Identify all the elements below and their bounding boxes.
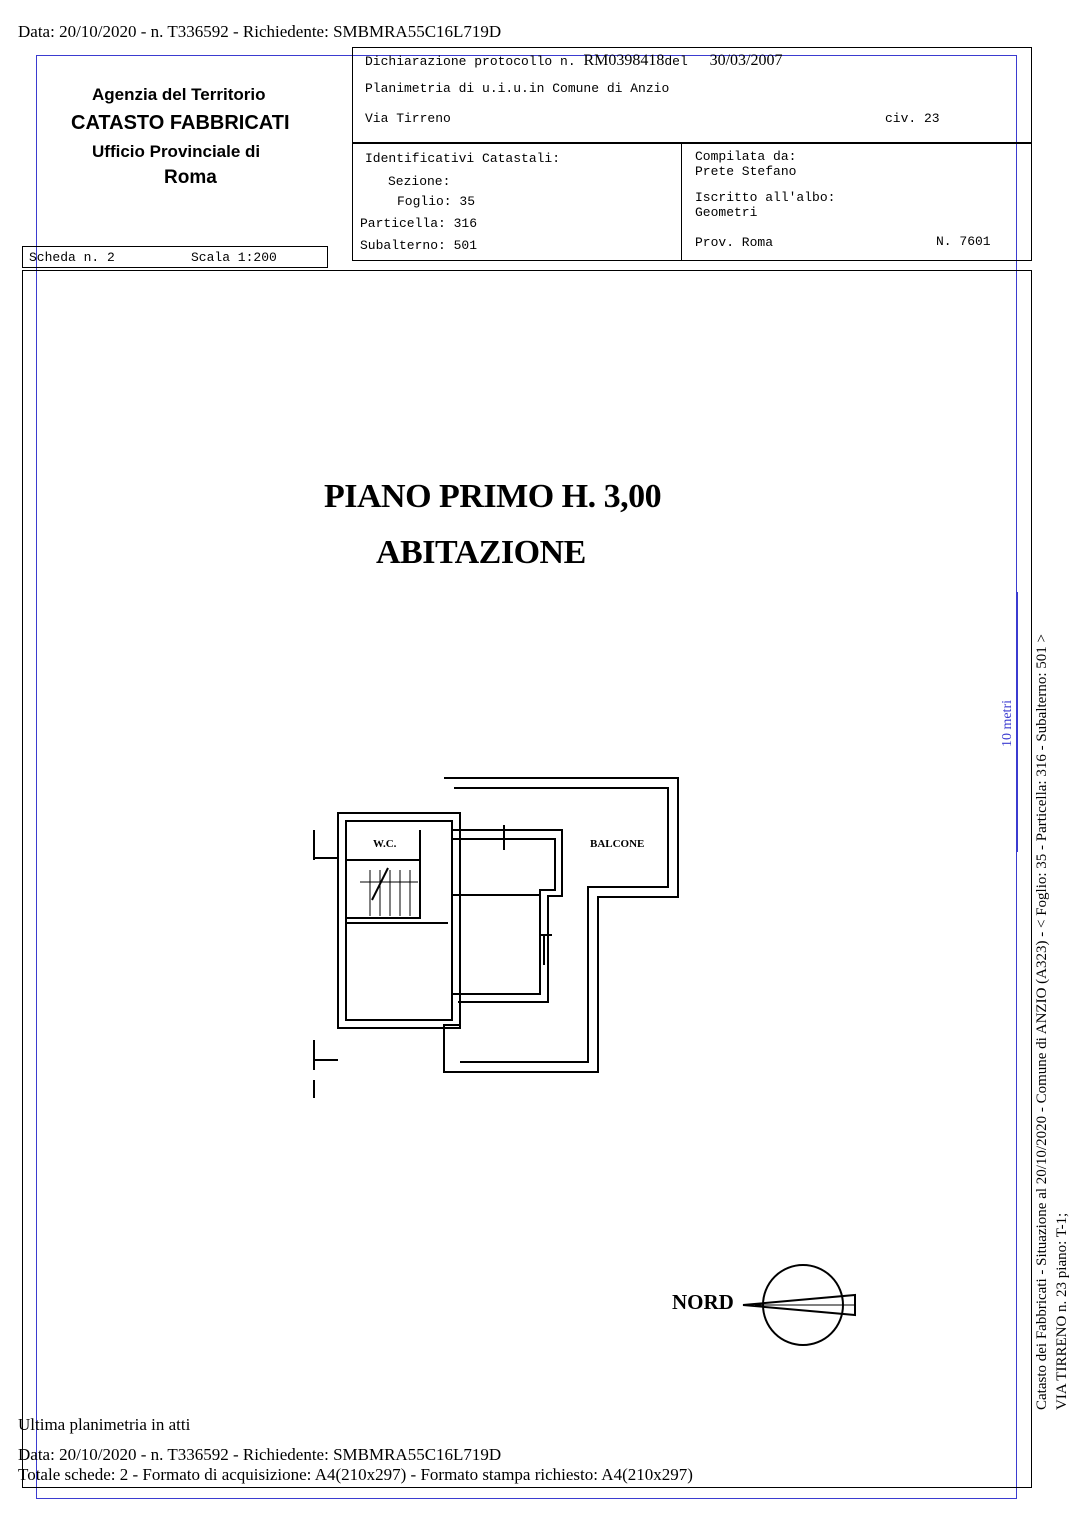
frame-bottom-line [36,1498,1016,1499]
subalterno-text: Subalterno: 501 [360,238,478,253]
header-request-info: Data: 20/10/2020 - n. T336592 - Richiedente: SMBMRA55C16L719D [18,22,502,41]
scheda-box [22,246,328,268]
plan-subtitle: ABITAZIONE [376,534,586,571]
compiler-label: Compilata da: [695,149,797,164]
footer-ultima: Ultima planimetria in atti [18,1415,191,1434]
north-arrow-icon [735,1262,865,1352]
albo-number: N. 7601 [936,234,991,249]
declaration-number: RM0398418 [583,52,665,69]
declaration-line [365,52,782,70]
civ-text: civ. 23 [885,111,940,126]
scheda-label: Scheda n. 2 [29,250,115,265]
identifiers-box [352,143,1032,261]
planimetria-text: Planimetria di u.i.u.in Comune di Anzio [365,81,670,96]
sezione-text: Sezione: [388,174,451,189]
agency-line4: Roma [164,167,217,188]
balcone-label: BALCONE [590,838,645,850]
agency-line2: CATASTO FABBRICATI [71,112,290,134]
footer-data: Data: 20/10/2020 - n. T336592 - Richiedente: SMBMRA55C16L719D [18,1445,502,1464]
agency-line1: Agenzia del Territorio [92,85,266,104]
nord-label: NORD [672,1290,734,1314]
side-text-line1: Catasto dei Fabbricati - Situazione al 20/10/2020 - Comune di ANZIO (A323) - < Foglio: 35 - Particella: 316 - Subalterno: 501 > [1034,634,1050,1410]
agency-line3: Ufficio Provinciale di [92,142,261,161]
foglio-text: Foglio: 35 [397,194,476,209]
compiler-name: Prete Stefano [695,164,797,179]
floor-plan [300,770,700,1110]
particella-text: Particella: 316 [360,216,478,231]
prov-text: Prov. Roma [695,235,774,250]
albo-value: Geometri [695,205,758,220]
albo-label: Iscritto all'albo: [695,190,836,205]
scale-bar-label: 10 metri [1000,700,1015,748]
declaration-del: del [664,54,688,69]
wc-label: W.C. [373,838,397,850]
identifiers-title: Identificativi Catastali: [365,151,561,166]
street-text: Via Tirreno [365,111,451,126]
declaration-date: 30/03/2007 [709,52,783,69]
identifiers-divider [681,144,682,261]
declaration-box [352,47,1032,143]
scale-bar-line [1016,592,1018,852]
footer-totale: Totale schede: 2 - Formato di acquisizione: A4(210x297) - Formato stampa richiesto: A4(210x297) [18,1465,693,1484]
side-text-line2: VIA TIRRENO n. 23 piano: T-1; [1054,1212,1070,1410]
scale-label: Scala 1:200 [191,250,277,265]
declaration-prefix: Dichiarazione protocollo n. [365,54,576,69]
plan-title: PIANO PRIMO H. 3,00 [324,478,662,515]
